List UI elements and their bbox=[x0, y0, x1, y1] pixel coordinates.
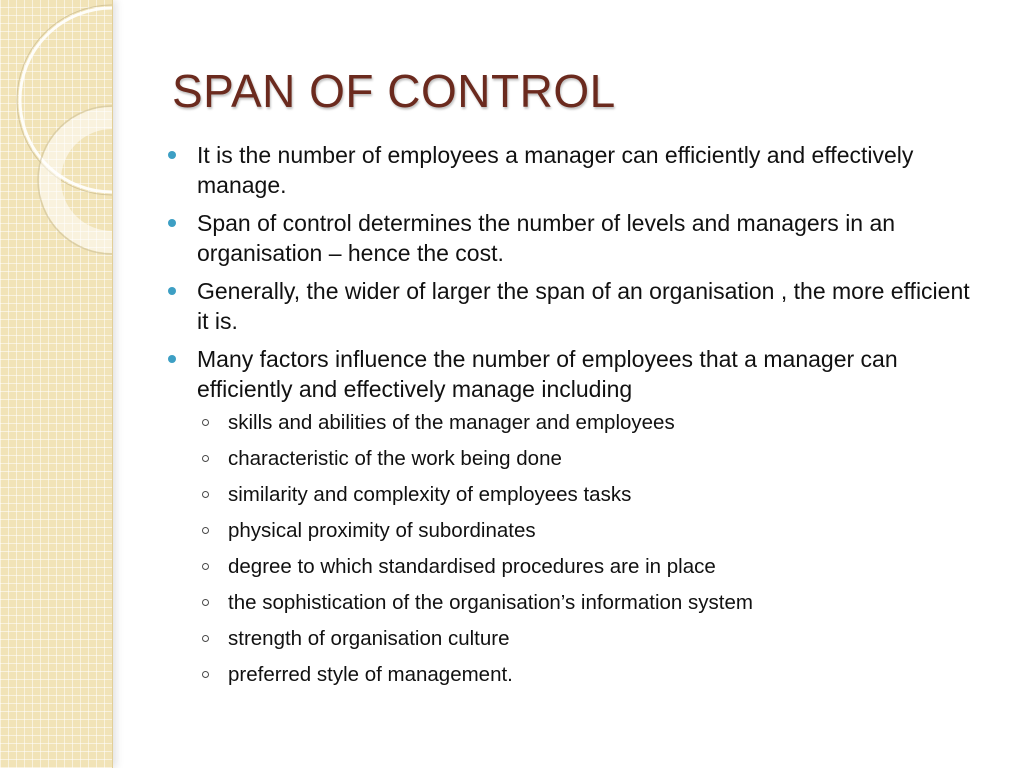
bullet-text: Many factors influence the number of employees that a manager can efficiently and effectively manage including bbox=[197, 346, 898, 402]
sub-bullet-list bbox=[197, 410, 976, 688]
sub-bullet-text: the sophistication of the organisation’s information system bbox=[228, 591, 753, 614]
bullet-dot-icon bbox=[168, 355, 176, 363]
sub-bullet-text: physical proximity of subordinates bbox=[228, 519, 536, 542]
bullet-item bbox=[166, 276, 976, 336]
bullet-text: It is the number of employees a manager can efficiently and effectively manage. bbox=[197, 142, 914, 198]
bullet-item bbox=[166, 344, 976, 688]
sub-bullet-text: strength of organisation culture bbox=[228, 627, 510, 650]
circle-bullet-icon bbox=[202, 455, 209, 462]
slide-title: SPAN OF CONTROL bbox=[172, 65, 616, 117]
bullet-dot-icon bbox=[168, 287, 176, 295]
sub-bullet-item bbox=[197, 554, 976, 580]
circle-bullet-icon bbox=[202, 671, 209, 678]
sub-bullet-text: skills and abilities of the manager and employees bbox=[228, 411, 675, 434]
sub-bullet-item bbox=[197, 446, 976, 472]
sub-bullet-item bbox=[197, 626, 976, 652]
bullet-dot-icon bbox=[168, 151, 176, 159]
bullet-item bbox=[166, 140, 976, 200]
decorative-side-band bbox=[0, 0, 112, 768]
circle-bullet-icon bbox=[202, 491, 209, 498]
sub-bullet-item bbox=[197, 482, 976, 508]
decorative-circles bbox=[0, 0, 112, 768]
sub-bullet-text: degree to which standardised procedures are in place bbox=[228, 555, 716, 578]
circle-bullet-icon bbox=[202, 527, 209, 534]
sub-bullet-item bbox=[197, 410, 976, 436]
circle-bullet-icon bbox=[202, 635, 209, 642]
sub-bullet-text: similarity and complexity of employees tasks bbox=[228, 483, 632, 506]
circle-bullet-icon bbox=[202, 563, 209, 570]
bullet-text: Generally, the wider of larger the span of an organisation , the more efficient it is. bbox=[197, 278, 970, 334]
sub-bullet-item bbox=[197, 518, 976, 544]
sub-bullet-text: characteristic of the work being done bbox=[228, 447, 562, 470]
circle-bullet-icon bbox=[202, 599, 209, 606]
sub-bullet-item bbox=[197, 590, 976, 616]
sub-bullet-item bbox=[197, 662, 976, 688]
bullet-item bbox=[166, 208, 976, 268]
bullet-list bbox=[166, 140, 976, 698]
bullet-dot-icon bbox=[168, 219, 176, 227]
circle-bullet-icon bbox=[202, 419, 209, 426]
bullet-text: Span of control determines the number of levels and managers in an organisation – hence the cost. bbox=[197, 210, 896, 266]
sub-bullet-text: preferred style of management. bbox=[228, 663, 513, 686]
